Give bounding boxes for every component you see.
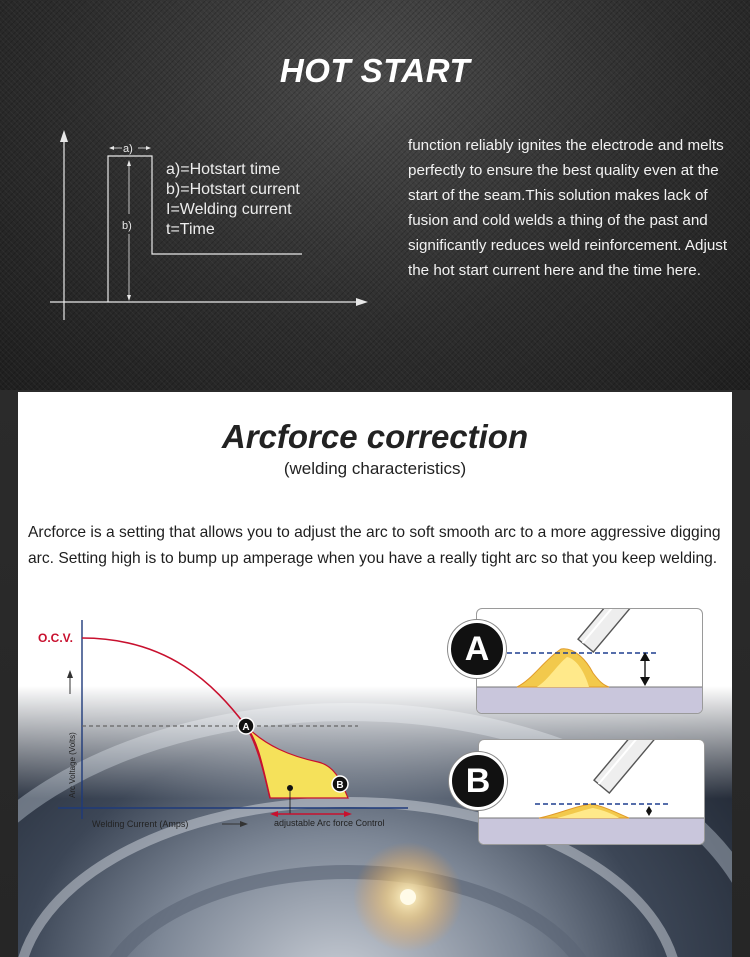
- arcforce-title: Arcforce correction: [221, 418, 529, 455]
- label-b: b): [122, 220, 132, 232]
- badge-b: B: [449, 752, 507, 810]
- characteristic-curve: [82, 638, 270, 798]
- arcforce-characteristic-diagram: [18, 614, 438, 839]
- hot-start-description: function reliably ignites the electrode and melts perfectly to ensure the best quality even at the start of the seam.This solution makes lack of fusion and cold welds a thing of the past and significantly reduces weld reinforcement. Adjust the hot start current here and the time here.: [408, 137, 728, 279]
- point-b-label: B: [336, 780, 344, 791]
- legend-hotstart-time: a)=Hotstart time: [166, 161, 281, 178]
- x-axis-arrow: [356, 298, 368, 306]
- label-a: a): [123, 143, 133, 155]
- arcforce-description: Arcforce is a setting that allows you to adjust the arc to soft smooth arc to a more aggressive digging arc. Setting high is to bump up amperage when you have a really tight arc so that you keep welding.: [28, 524, 721, 567]
- arcforce-subtitle: (welding characteristics): [283, 459, 467, 478]
- y-axis-label: Arc Voltage (Volts): [68, 732, 77, 798]
- legend-time: t=Time: [166, 221, 215, 238]
- panel-b: [478, 739, 705, 845]
- legend-hotstart-current: b)=Hotstart current: [166, 181, 300, 198]
- badge-a: A: [448, 620, 506, 678]
- point-a-label: A: [242, 722, 250, 733]
- panel-b-illustration: [479, 740, 705, 845]
- arcforce-control-label: adjustable Arc force Control: [274, 818, 385, 828]
- ocv-label: O.C.V.: [38, 631, 73, 645]
- panel-a: [476, 608, 703, 714]
- arcforce-section: [0, 390, 750, 957]
- legend-welding-current: I=Welding current: [166, 201, 292, 218]
- hot-start-title: HOT START: [279, 52, 471, 89]
- hot-start-section: [0, 0, 750, 390]
- y-axis-arrow: [60, 130, 68, 142]
- arcforce-card: [18, 392, 732, 957]
- hot-start-diagram: [40, 122, 380, 322]
- x-axis-label: Welding Current (Amps): [92, 819, 189, 829]
- panel-a-illustration: [477, 609, 703, 714]
